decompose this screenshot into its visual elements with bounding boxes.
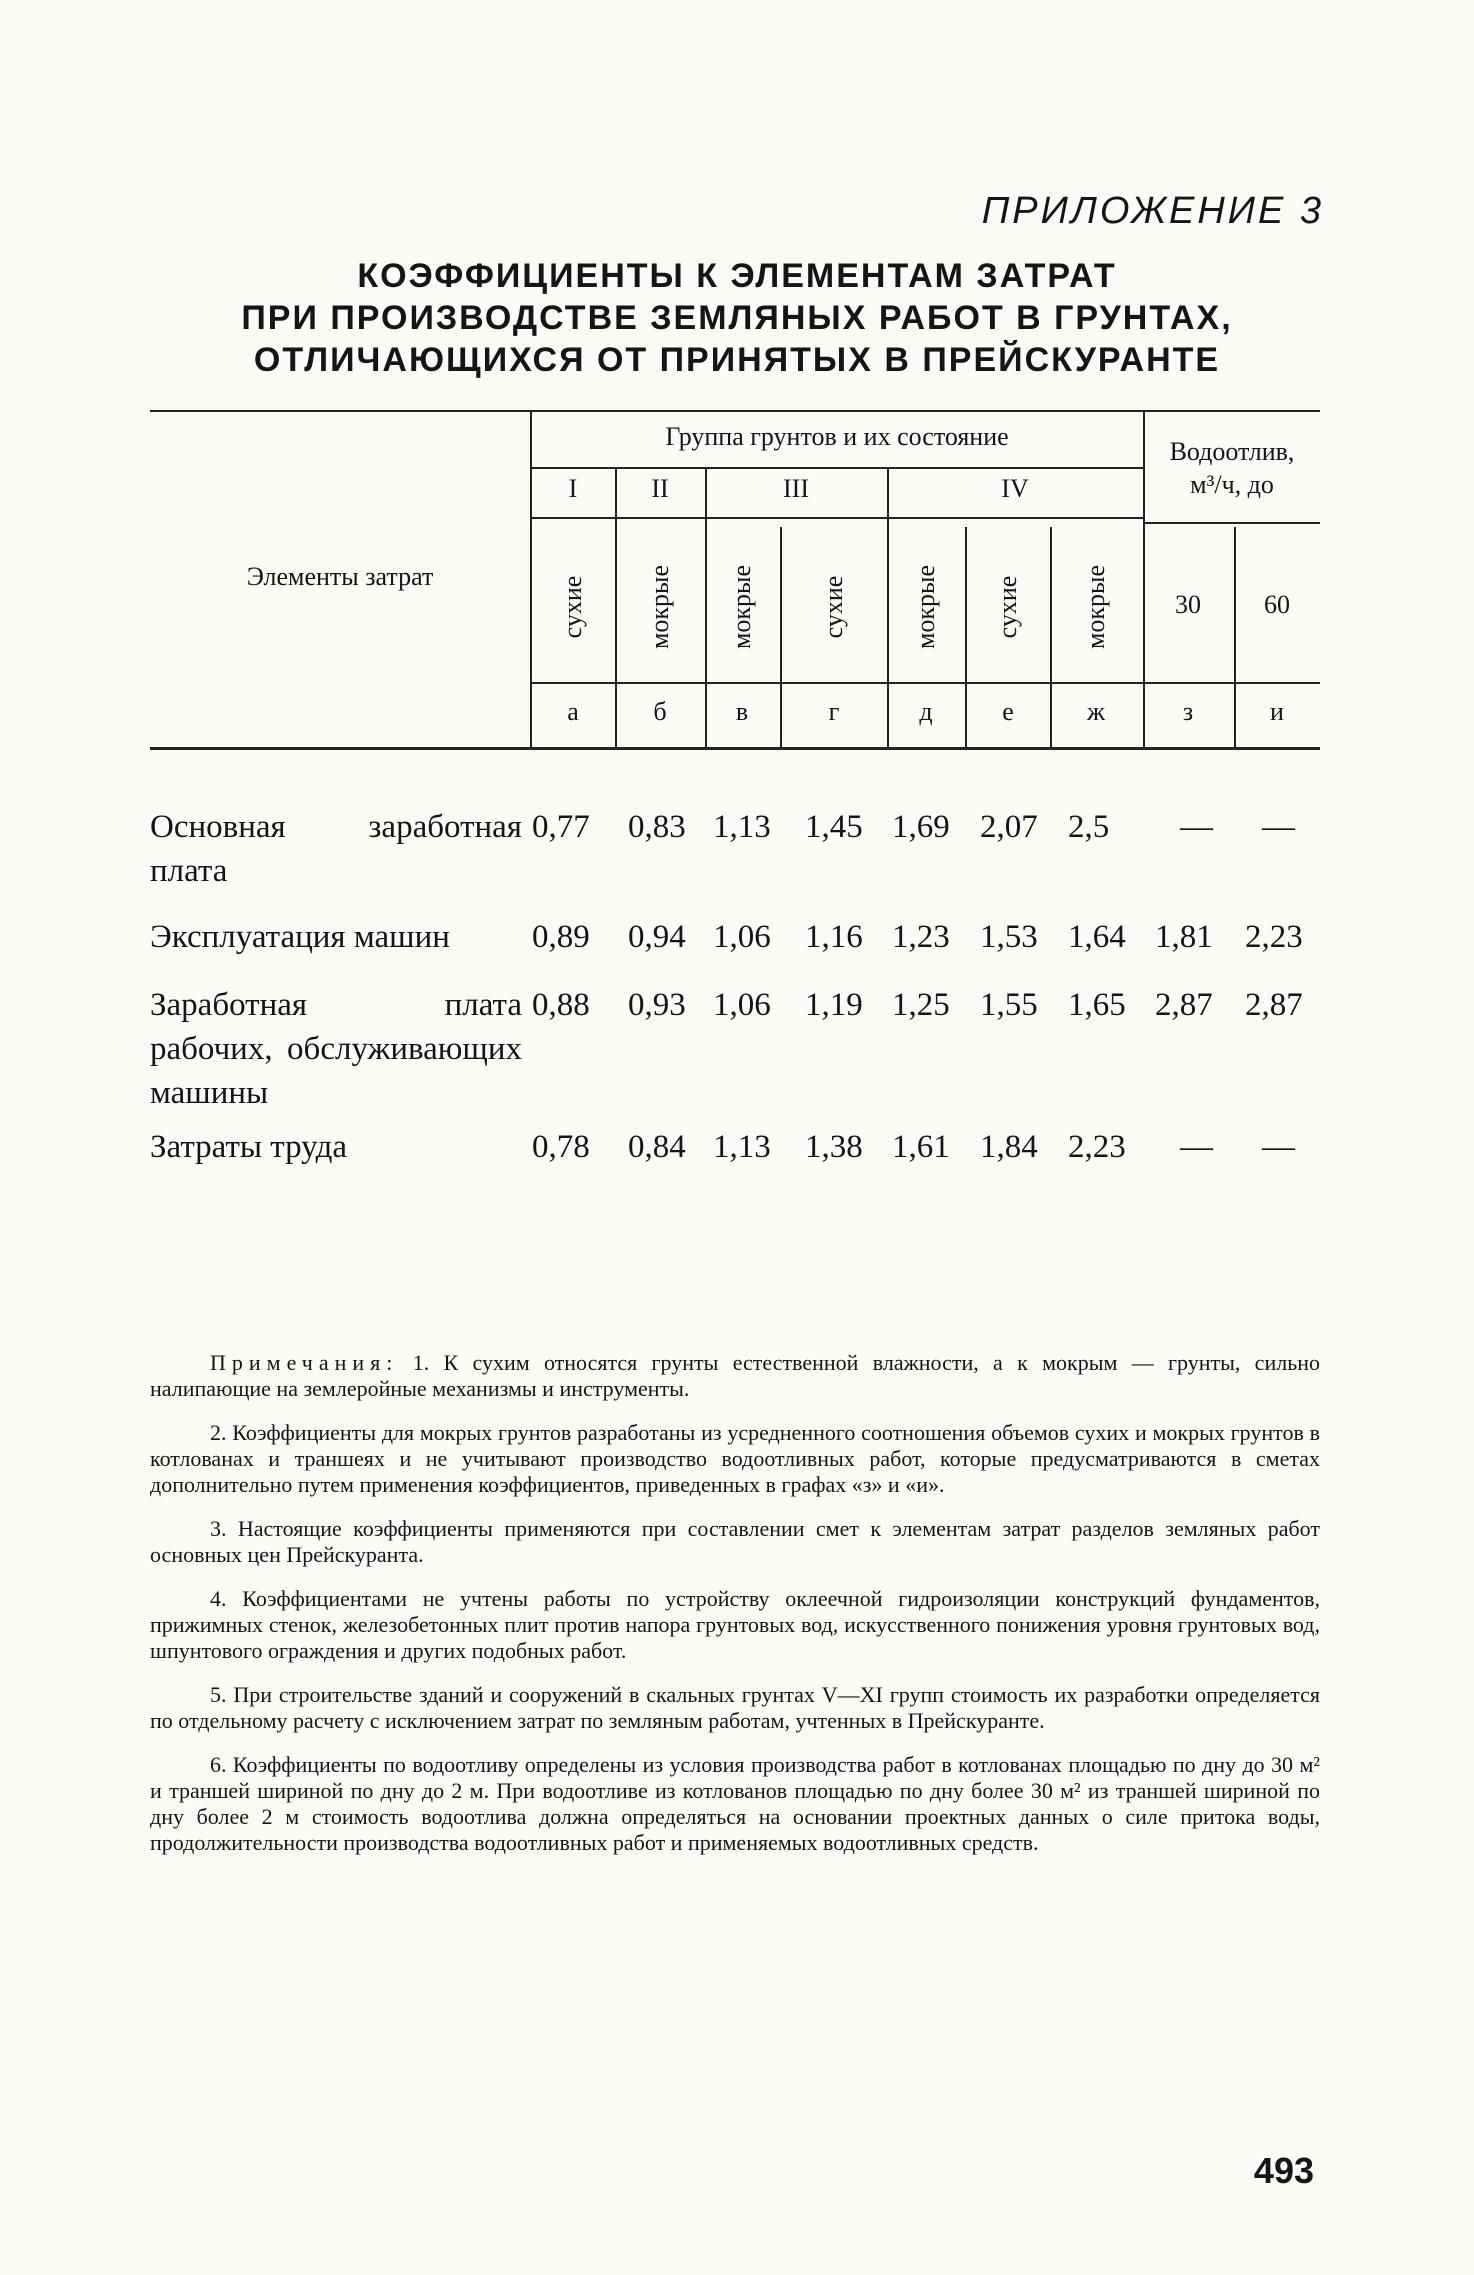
- note-3: 3. Настоящие коэффициенты применяются при составлении смет к элементам затрат разделов земляных работ основных цен Прейскуранта.: [150, 1516, 1320, 1567]
- cell: 1,53: [980, 919, 1038, 955]
- state-zh: мокрые: [1081, 564, 1110, 650]
- cell: 1,38: [805, 1129, 863, 1165]
- state-g: сухие: [819, 575, 848, 639]
- col-letter-g: г: [828, 697, 840, 726]
- cell: —: [1262, 809, 1295, 845]
- cell: 2,5: [1068, 809, 1110, 845]
- cell: 0,77: [532, 809, 590, 845]
- drainage-header-line-2: м³/ч, до: [1190, 470, 1274, 499]
- cell: 0,78: [532, 1129, 590, 1165]
- row-label: Основная заработная плата: [150, 809, 522, 889]
- cell: 1,13: [713, 1129, 771, 1165]
- col-letter-b: б: [653, 697, 667, 726]
- cell: —: [1180, 809, 1213, 845]
- drainage-header-line-1: Водоотлив,: [1169, 437, 1295, 466]
- cell: 0,83: [628, 809, 686, 845]
- cell: —: [1180, 1129, 1213, 1165]
- cell: —: [1262, 1129, 1295, 1165]
- cell: 0,88: [532, 987, 590, 1023]
- page-title: [150, 255, 1324, 381]
- cell: 0,94: [628, 919, 686, 955]
- group-iv: IV: [1001, 474, 1029, 503]
- cell: 0,93: [628, 987, 686, 1023]
- note-5: 5. При строительстве зданий и сооружений в скальных грунтах V—XI групп стоимость их разработки определяется по отдельному расчету с исключением затрат по земляным работам, учтенных в Прейскуранте.: [150, 1682, 1320, 1733]
- drainage-60: 60: [1264, 590, 1290, 619]
- group-ii: II: [651, 474, 669, 503]
- note-2: 2. Коэффициенты для мокрых грунтов разработаны из усредненного соотношения объемов сухих и мокрых грунтов в котлованах и траншеях и не учитывают производство водоотливных работ, которые предусматриваются в сметах дополнительно путем применения коэффициентов, приведенных в графах «з» и «и».: [150, 1420, 1320, 1497]
- cell: 1,84: [980, 1129, 1038, 1165]
- cell: 1,55: [980, 987, 1038, 1023]
- state-d: мокрые: [911, 564, 940, 650]
- col-letter-d: д: [919, 697, 933, 726]
- row-label: Заработная плата рабочих, обслуживающих машины: [150, 987, 522, 1111]
- cell: 2,87: [1245, 987, 1303, 1023]
- title-line-3: ОТЛИЧАЮЩИХСЯ ОТ ПРИНЯТЫХ В ПРЕЙСКУРАНТЕ: [253, 341, 1221, 379]
- state-e: сухие: [993, 575, 1022, 639]
- state-v: мокрые: [727, 564, 756, 650]
- soil-group-header: Группа грунтов и их состояние: [665, 422, 1009, 451]
- cell: 2,07: [980, 809, 1038, 845]
- cell: 1,16: [805, 919, 863, 955]
- cell: 1,64: [1068, 919, 1126, 955]
- cell: 1,19: [805, 987, 863, 1023]
- cell: 1,45: [805, 809, 863, 845]
- state-a: сухие: [558, 575, 587, 639]
- cell: 1,61: [892, 1129, 950, 1165]
- group-i: I: [568, 474, 578, 503]
- col-letter-i: и: [1270, 697, 1284, 726]
- page-number: 493: [1253, 2150, 1314, 2191]
- cell: 1,06: [713, 919, 771, 955]
- col-letter-v: в: [735, 697, 749, 726]
- cell: 0,89: [532, 919, 590, 955]
- col-letter-z: з: [1182, 697, 1194, 726]
- cell: 2,87: [1155, 987, 1213, 1023]
- note-1: Примечания: 1. К сухим относятся грунты естественной влажности, а к мокрым — грунты, сильно налипающие на землеройные механизмы и инструменты.: [150, 1350, 1320, 1401]
- cell: 1,81: [1155, 919, 1213, 955]
- cell: 1,23: [892, 919, 950, 955]
- cell: 1,25: [892, 987, 950, 1023]
- col-letter-a: а: [567, 697, 579, 726]
- group-iii: III: [783, 474, 809, 503]
- row-label: Затраты труда: [150, 1129, 348, 1165]
- col-letter-zh: ж: [1087, 697, 1105, 726]
- row-label: Эксплуатация машин: [150, 919, 450, 955]
- cell: 1,06: [713, 987, 771, 1023]
- title-line-1: КОЭФФИЦИЕНТЫ К ЭЛЕМЕНТАМ ЗАТРАТ: [357, 257, 1117, 295]
- cell: 1,69: [892, 809, 950, 845]
- cell: 0,84: [628, 1129, 686, 1165]
- cell: 2,23: [1068, 1129, 1126, 1165]
- note-6: 6. Коэффициенты по водоотливу определены из условия производства работ в котлованах площадью по дну до 30 м² и траншей шириной по дну до 2 м. При водоотливе из котлованов площадью по дну более 30 м² из траншей шириной по дну более 2 м стоимость водоотлива должна определяться на основании проектных данных о силе притока воды, продолжительности производства водоотливных работ и применяемых водоотливных средств.: [150, 1752, 1320, 1855]
- table-header: Элементы затрат Группа грунтов и их состояние Водоотлив, м³/ч, до I II III IV сухие мокрые мокрые сухие мокрые сухие мокрые 30 60 а б в г д е ж з и: [150, 410, 1320, 750]
- cell: 1,65: [1068, 987, 1126, 1023]
- col-letter-e: е: [1002, 697, 1014, 726]
- cell: 1,13: [713, 809, 771, 845]
- note-4: 4. Коэффициентами не учтены работы по устройству оклеечной гидроизоляции конструкций фундаментов, прижимных стенок, железобетонных плит против напора грунтовых вод, искусственного понижения уровня грунтовых вод, шпунтового ограждения и других подобных работ.: [150, 1586, 1320, 1663]
- title-line-2: ПРИ ПРОИЗВОДСТВЕ ЗЕМЛЯНЫХ РАБОТ В ГРУНТАХ,: [241, 299, 1233, 337]
- drainage-30: 30: [1175, 590, 1201, 619]
- appendix-label: ПРИЛОЖЕНИЕ 3: [981, 190, 1324, 232]
- notes-heading: Примечания:: [210, 1350, 399, 1375]
- cell: 2,23: [1245, 919, 1303, 955]
- state-b: мокрые: [645, 564, 674, 650]
- notes-section: [150, 1350, 1320, 1874]
